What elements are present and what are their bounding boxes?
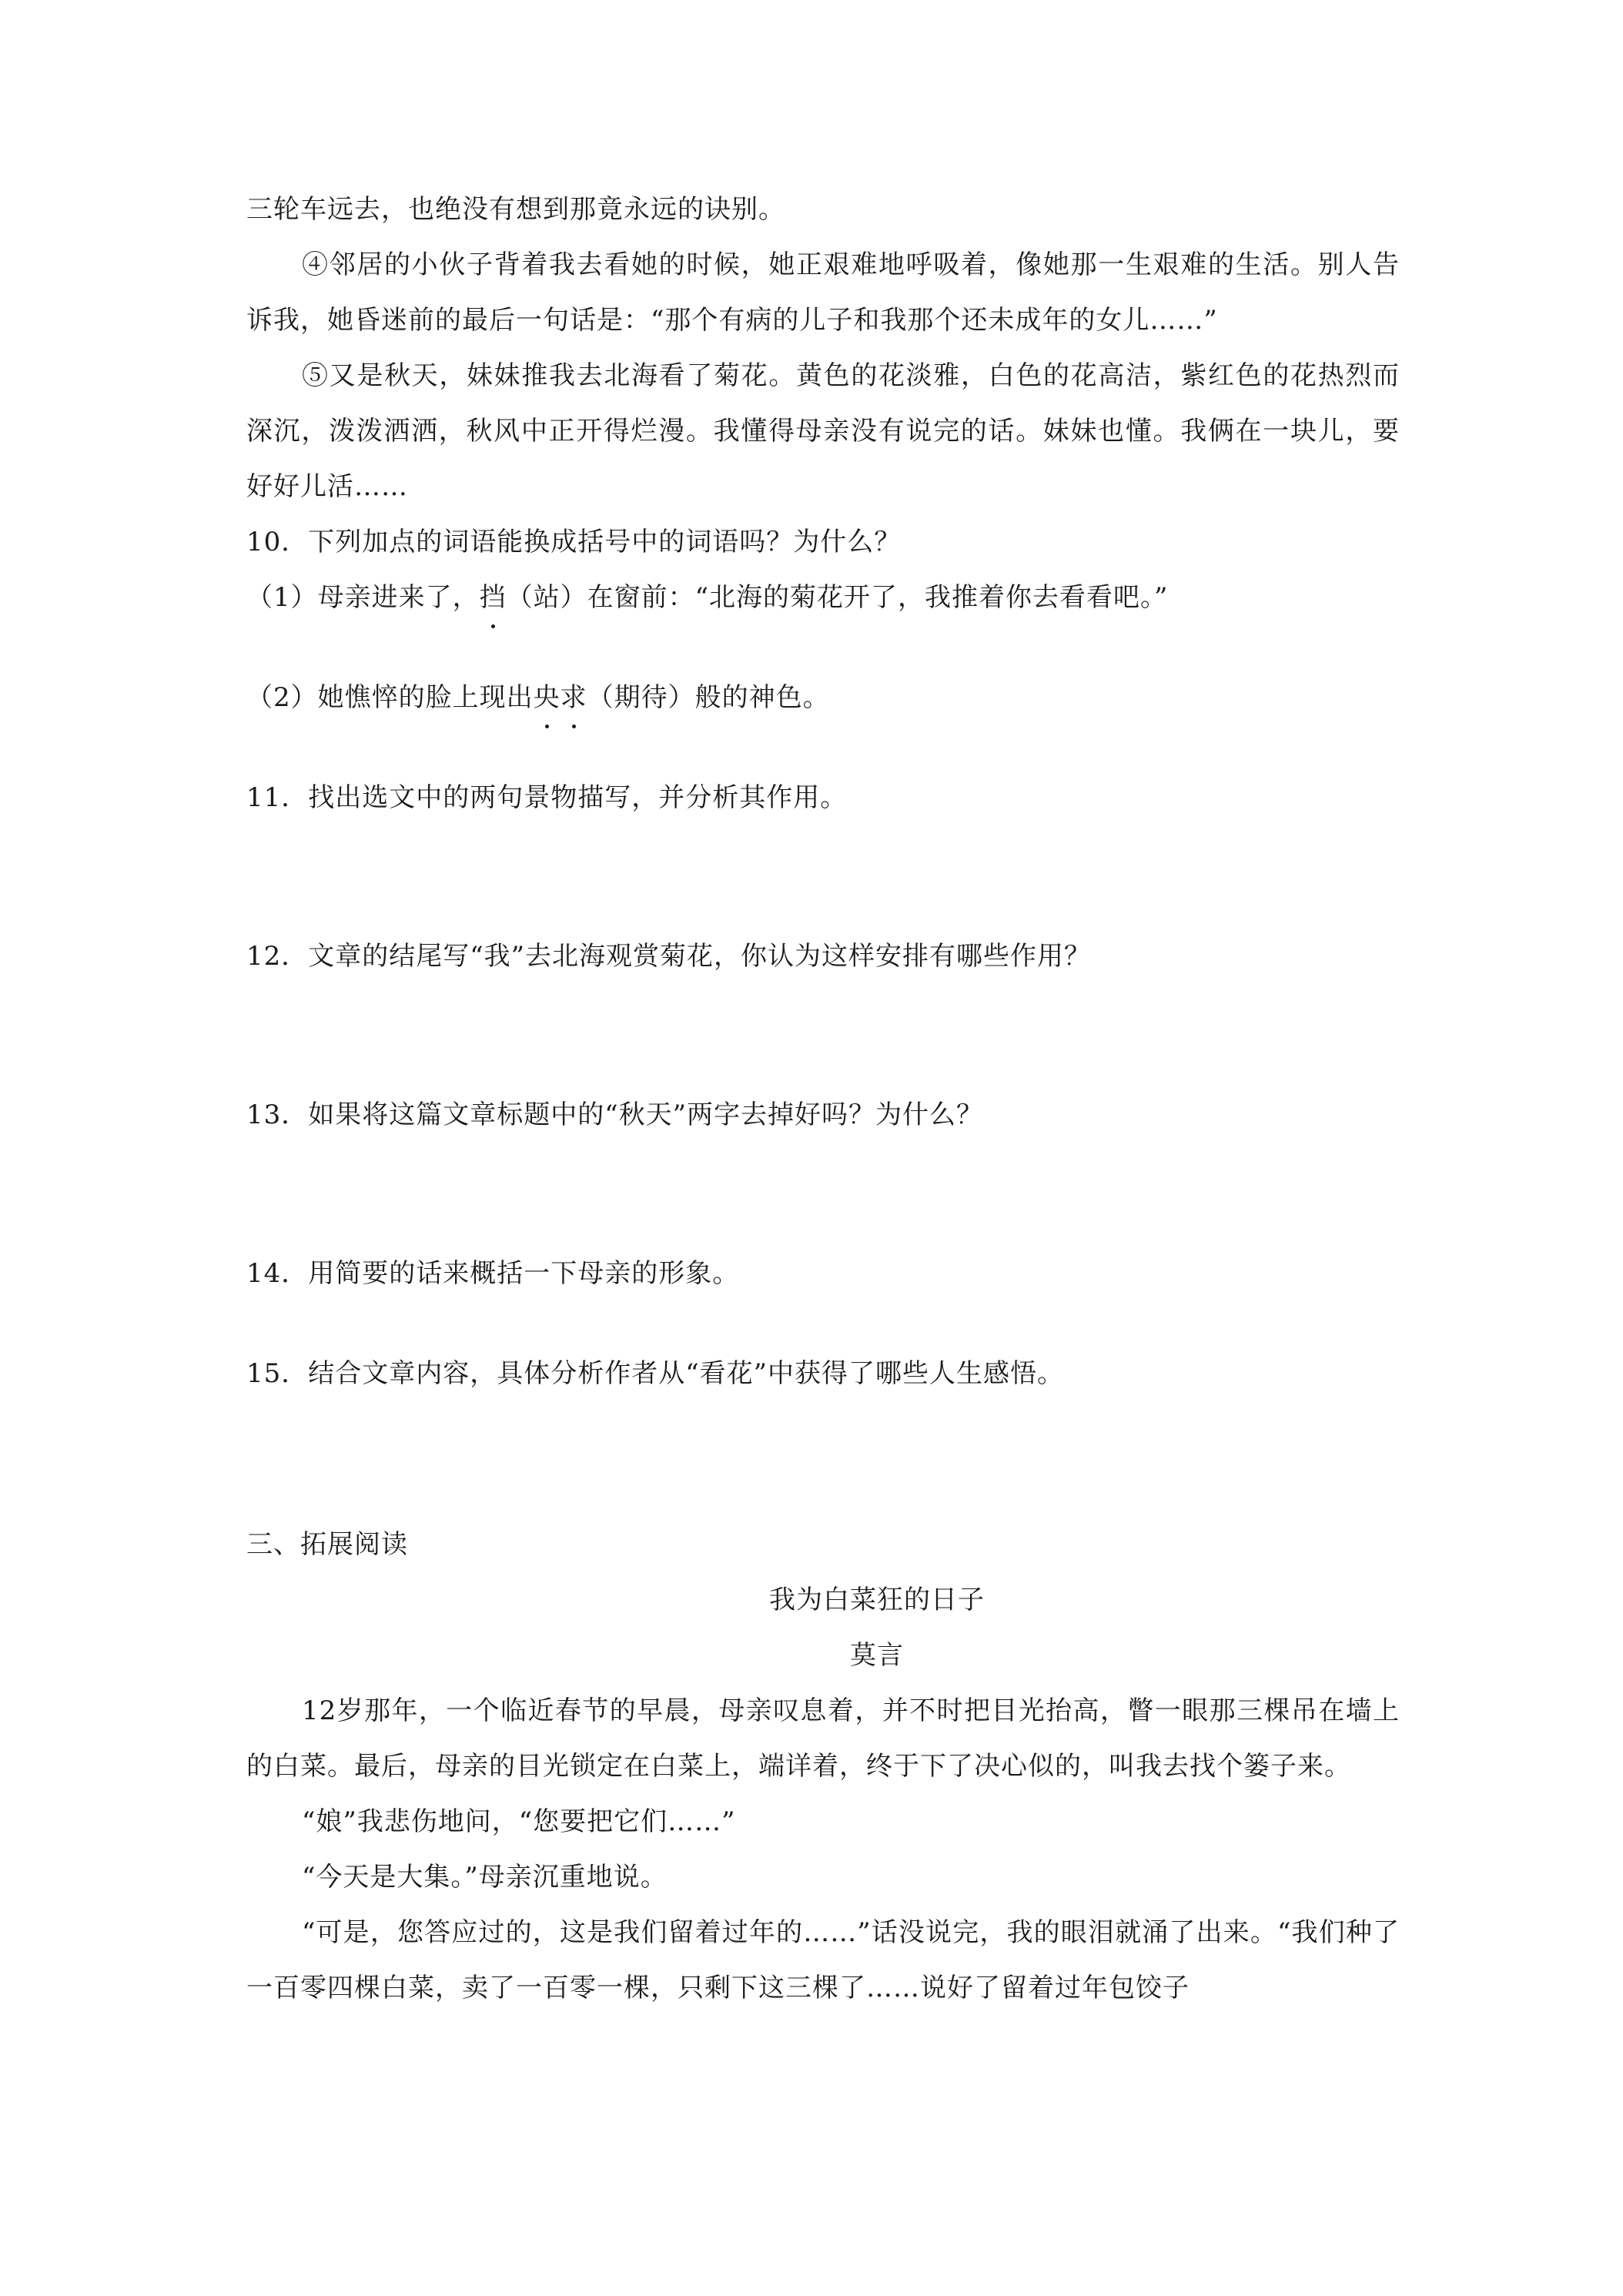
question-10-part-1 [246,570,1400,625]
article-title: 我为白菜狂的日子 [769,1585,985,1615]
question-13: 13．如果将这篇文章标题中的“秋天”两字去掉好吗？为什么？ [246,1099,984,1130]
question-10-part-2-after: （期待）般的神色。 [587,682,830,713]
passage-paragraph-5: ⑤又是秋天，妹妹推我去北海看了菊花。黄色的花淡雅，白色的花高洁，紫红色的花热烈而深沉，泼泼洒洒，秋风中正开得烂漫。我懂得母亲没有说完的话。妹妹也懂。我俩在一块儿，要好好儿活…… [246,360,1400,502]
question-10-part-1-before: （1）母亲进来了， [246,582,480,613]
question-11: 11．找出选文中的两句景物描写，并分析其作用。 [246,782,848,813]
question-15: 15．结合文章内容，具体分析作者从“看花”中获得了哪些人生感悟。 [246,1358,1065,1389]
passage-paragraph-4: ④邻居的小伙子背着我去看她的时候，她正艰难地呼吸着，像她那一生艰难的生活。别人告诉我，她昏迷前的最后一句话是：“那个有病的儿子和我那个还未成年的女儿……” [246,249,1400,336]
dotted-word: 挡 [480,570,507,625]
article-paragraph-4: “可是，您答应过的，这是我们留着过年的……”话没说完，我的眼泪就涌了出来。“我们种了一百零四棵白菜，卖了一百零一棵，只剩下这三棵了……说好了留着过年包饺子 [246,1917,1400,2003]
question-10-part-2 [246,670,1400,725]
question-10: 10．下列加点的词语能换成括号中的词语吗？为什么？ [246,527,902,557]
question-14: 14．用简要的话来概括一下母亲的形象。 [246,1258,740,1289]
article-paragraph-3: “今天是大集。”母亲沉重地说。 [302,1862,668,1893]
question-12: 12．文章的结尾写“我”去北海观赏菊花，你认为这样安排有哪些作用？ [246,941,1092,972]
article-paragraph-1: 12岁那年，一个临近春节的早晨，母亲叹息着，并不时把目光抬高，瞥一眼那三棵吊在墙上的白菜。最后，母亲的目光锁定在白菜上，端详着，终于下了决心似的，叫我去找个篓子来。 [246,1695,1400,1782]
article-paragraph-2: “娘”我悲伤地问，“您要把它们……” [302,1806,736,1837]
article-author: 莫言 [850,1640,904,1671]
question-10-part-2-before: （2）她憔悴的脸上现出 [246,682,534,713]
question-10-part-1-after: （站）在窗前：“北海的菊花开了，我推着你去看看吧。” [506,582,1169,613]
section-heading: 三、拓展阅读 [246,1529,408,1560]
dotted-char-2: 求 [561,670,587,725]
passage-paragraph-3-tail: 三轮车远去，也绝没有想到那竟永远的诀别。 [246,194,785,225]
dotted-char-1: 央 [534,670,561,725]
